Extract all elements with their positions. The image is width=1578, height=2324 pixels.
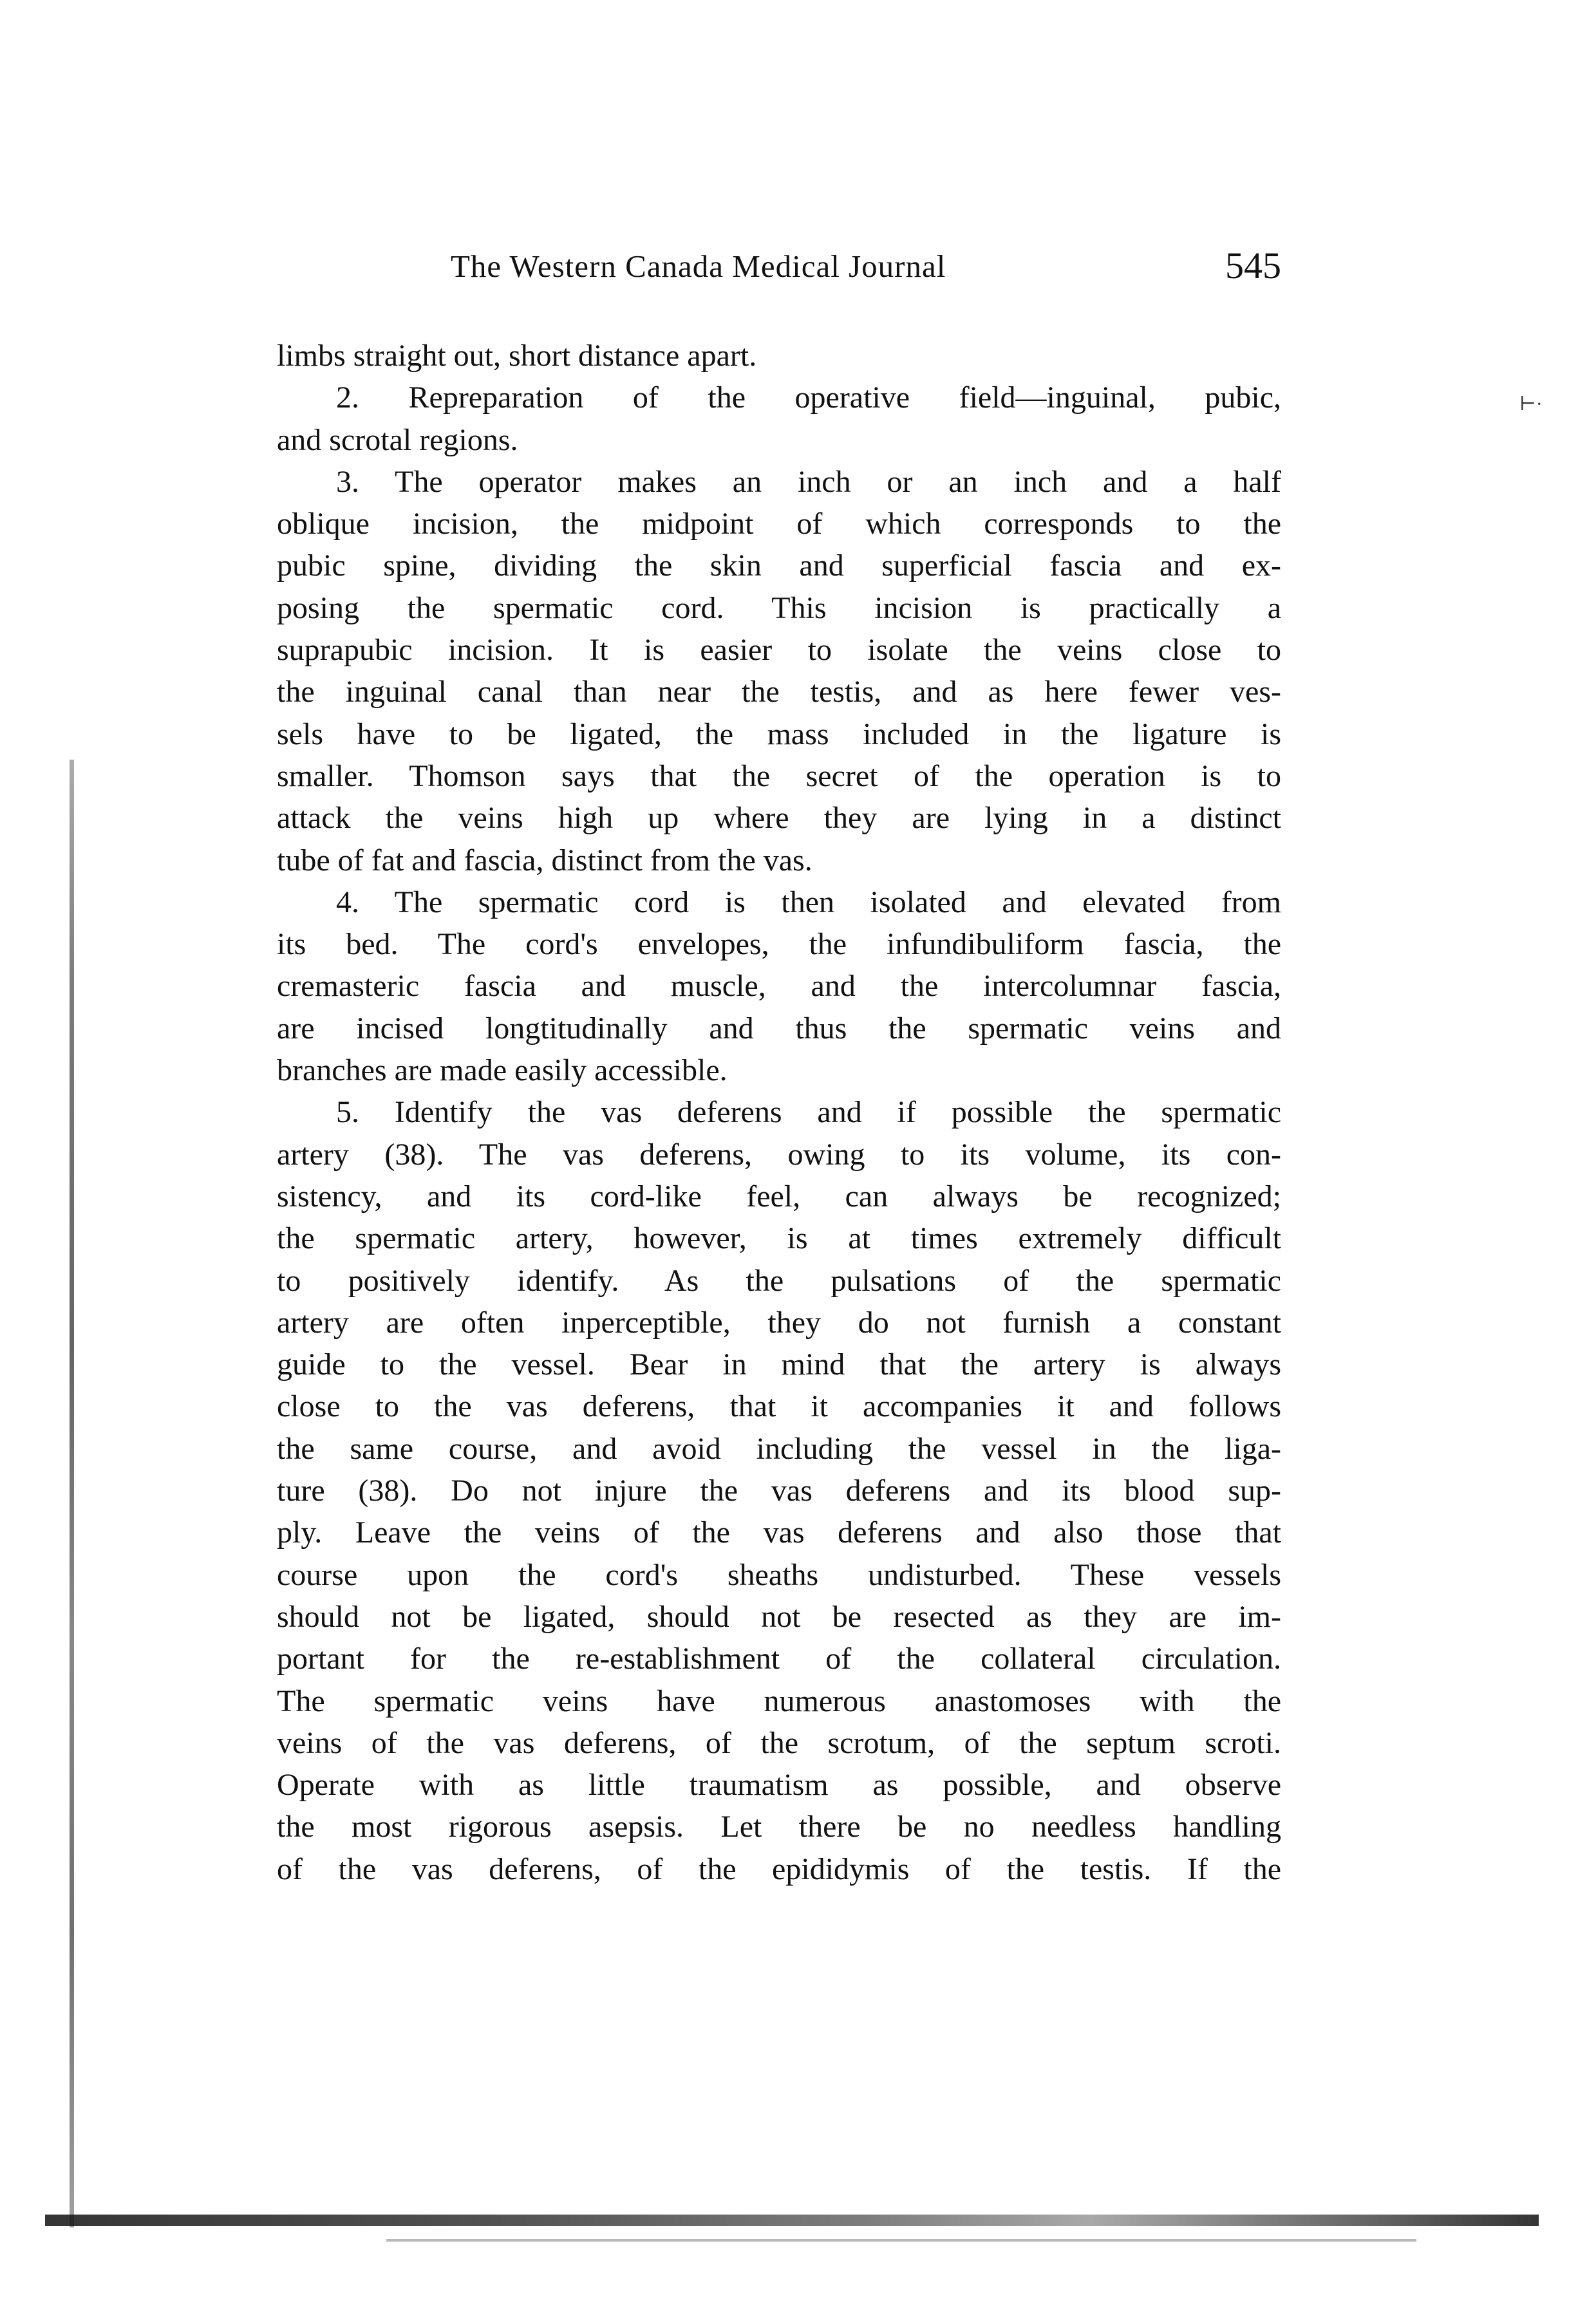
text-line: ply. Leave the veins of the vas deferens and also those that	[277, 1515, 1281, 1550]
page-bottom-edge	[45, 2215, 1539, 2226]
text-line: branches are made easily accessible.	[277, 1053, 728, 1088]
text-line: of the vas deferens, of the epididymis of the testis. If the	[277, 1851, 1281, 1886]
text-line: 4. The spermatic cord is then isolated and elevated from	[336, 885, 1281, 919]
text-line: pubic spine, dividing the skin and superficial fascia and ex-	[277, 548, 1281, 583]
text-line: tube of fat and fascia, distinct from the vas.	[277, 843, 812, 877]
text-line: posing the spermatic cord. This incision is practically a	[277, 590, 1281, 625]
text-line: sistency, and its cord-like feel, can always be recognized;	[277, 1179, 1281, 1214]
text-line: guide to the vessel. Bear in mind that the artery is always	[277, 1347, 1281, 1382]
text-line: the spermatic artery, however, is at times extremely difficult	[277, 1221, 1281, 1256]
page-bottom-edge-line	[386, 2239, 1416, 2242]
text-line: portant for the re-establishment of the collateral circulation.	[277, 1642, 1281, 1676]
text-line: oblique incision, the midpoint of which corresponds to the	[277, 507, 1281, 541]
margin-mark: ⊢·	[1519, 393, 1543, 415]
text-line: artery are often inperceptible, they do not furnish a constant	[277, 1305, 1281, 1340]
text-line: sels have to be ligated, the mass included in the ligature is	[277, 717, 1281, 751]
text-line: cremasteric fascia and muscle, and the intercolumnar fascia,	[277, 969, 1281, 1004]
text-line: Operate with as little traumatism as possible, and observe	[277, 1768, 1281, 1803]
page-header	[451, 245, 1281, 299]
text-line: and scrotal regions.	[277, 422, 518, 457]
running-title: The Western Canada Medical Journal	[451, 248, 946, 284]
text-line: limbs straight out, short distance apart.	[277, 339, 757, 373]
text-line: to positively identify. As the pulsations of the spermatic	[277, 1263, 1281, 1298]
body-text	[277, 335, 1281, 1890]
binding-edge-shadow	[70, 760, 74, 2227]
text-line: 3. The operator makes an inch or an inch and a half	[336, 464, 1281, 499]
text-line: the inguinal canal than near the testis, and as here fewer ves-	[277, 675, 1281, 709]
text-line: the most rigorous asepsis. Let there be no needless handling	[277, 1810, 1281, 1844]
text-line: 5. Identify the vas deferens and if possible the spermatic	[336, 1095, 1281, 1130]
text-line: smaller. Thomson says that the secret of the operation is to	[277, 758, 1281, 793]
page-number: 545	[1225, 245, 1281, 286]
text-line: suprapubic incision. It is easier to isolate the veins close to	[277, 633, 1281, 668]
text-line: attack the veins high up where they are lying in a distinct	[277, 801, 1281, 836]
text-line: course upon the cord's sheaths undisturbed. These vessels	[277, 1557, 1281, 1592]
text-line: its bed. The cord's envelopes, the infundibuliform fascia, the	[277, 927, 1281, 962]
text-line: The spermatic veins have numerous anastomoses with the	[277, 1683, 1281, 1718]
text-line: 2. Repreparation of the operative field—inguinal, pubic,	[336, 380, 1281, 415]
text-line: veins of the vas deferens, of the scrotum, of the septum scroti.	[277, 1725, 1281, 1760]
text-line: ture (38). Do not injure the vas deferens and its blood sup-	[277, 1474, 1281, 1508]
text-line: should not be ligated, should not be resected as they are im-	[277, 1599, 1281, 1634]
text-line: are incised longtitudinally and thus the spermatic veins and	[277, 1011, 1281, 1045]
text-line: the same course, and avoid including the vessel in the liga-	[277, 1431, 1281, 1466]
text-line: artery (38). The vas deferens, owing to its volume, its con-	[277, 1137, 1281, 1172]
text-line: close to the vas deferens, that it accompanies it and follows	[277, 1389, 1281, 1424]
